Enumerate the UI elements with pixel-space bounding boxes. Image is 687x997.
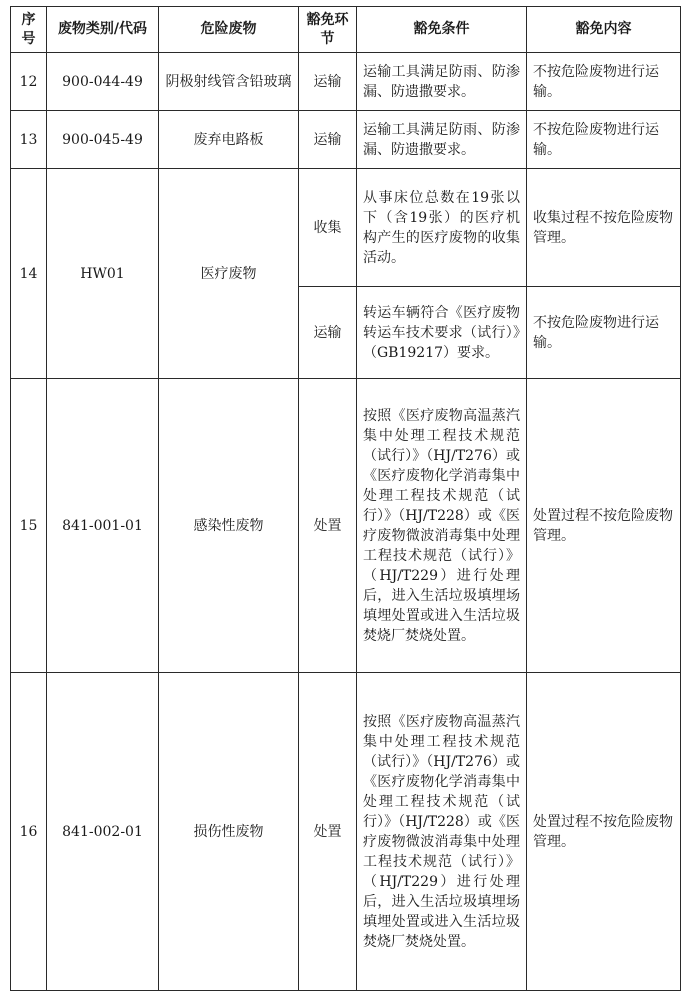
row-waste: 废弃电路板 xyxy=(159,111,299,169)
row-waste: 阴极射线管含铅玻璃 xyxy=(159,53,299,111)
row-code: 900-045-49 xyxy=(47,111,159,169)
row-stage: 运输 xyxy=(299,111,357,169)
row-code: 841-001-01 xyxy=(47,379,159,673)
header-seq: 序号 xyxy=(11,7,47,53)
row-stage: 运输 xyxy=(299,287,357,379)
row-code: 841-002-01 xyxy=(47,673,159,991)
row-waste: 医疗废物 xyxy=(159,169,299,379)
table-row xyxy=(11,111,681,169)
row-content: 处置过程不按危险废物管理。 xyxy=(527,379,681,673)
row-stage: 收集 xyxy=(299,169,357,287)
row-condition: 转运车辆符合《医疗废物转运车技术要求（试行）》（GB19217）要求。 xyxy=(357,287,527,379)
header-code: 废物类别/代码 xyxy=(47,7,159,53)
row-seq: 12 xyxy=(11,53,47,111)
header-condition: 豁免条件 xyxy=(357,7,527,53)
row-content: 处置过程不按危险废物管理。 xyxy=(527,673,681,991)
row-stage: 处置 xyxy=(299,673,357,991)
row-content: 收集过程不按危险废物管理。 xyxy=(527,169,681,287)
row-content: 不按危险废物进行运输。 xyxy=(527,111,681,169)
row-seq: 15 xyxy=(11,379,47,673)
row-seq: 14 xyxy=(11,169,47,379)
table-row xyxy=(11,673,681,991)
row-seq: 13 xyxy=(11,111,47,169)
table-header-row xyxy=(11,7,681,53)
row-stage: 运输 xyxy=(299,53,357,111)
exemption-table xyxy=(10,6,681,991)
header-waste: 危险废物 xyxy=(159,7,299,53)
row-stage: 处置 xyxy=(299,379,357,673)
row-waste: 损伤性废物 xyxy=(159,673,299,991)
header-content: 豁免内容 xyxy=(527,7,681,53)
table-row xyxy=(11,379,681,673)
row-condition: 按照《医疗废物高温蒸汽集中处理工程技术规范（试行）》（HJ/T276）或《医疗废物化学消毒集中处理工程技术规范（试行）》（HJ/T228）或《医疗废物微波消毒集中处理工程技术规范（试行）》（HJ/T229）进行处理后，进入生活垃圾填埋场填埋处置或进入生活垃圾焚烧厂焚烧处置。 xyxy=(357,379,527,673)
row-code: HW01 xyxy=(47,169,159,379)
row-waste: 感染性废物 xyxy=(159,379,299,673)
row-condition: 从事床位总数在19张以下（含19张）的医疗机构产生的医疗废物的收集活动。 xyxy=(357,169,527,287)
table-row xyxy=(11,53,681,111)
row-code: 900-044-49 xyxy=(47,53,159,111)
header-stage: 豁免环节 xyxy=(299,7,357,53)
row-condition: 运输工具满足防雨、防渗漏、防遗撒要求。 xyxy=(357,53,527,111)
row-seq: 16 xyxy=(11,673,47,991)
row-content: 不按危险废物进行运输。 xyxy=(527,53,681,111)
row-content: 不按危险废物进行运输。 xyxy=(527,287,681,379)
row-condition: 运输工具满足防雨、防渗漏、防遗撒要求。 xyxy=(357,111,527,169)
table-row xyxy=(11,169,681,287)
row-condition: 按照《医疗废物高温蒸汽集中处理工程技术规范（试行）》（HJ/T276）或《医疗废物化学消毒集中处理工程技术规范（试行）》（HJ/T228）或《医疗废物微波消毒集中处理工程技术规范（试行）》（HJ/T229）进行处理后，进入生活垃圾填埋场填埋处置或进入生活垃圾焚烧厂焚烧处置。 xyxy=(357,673,527,991)
